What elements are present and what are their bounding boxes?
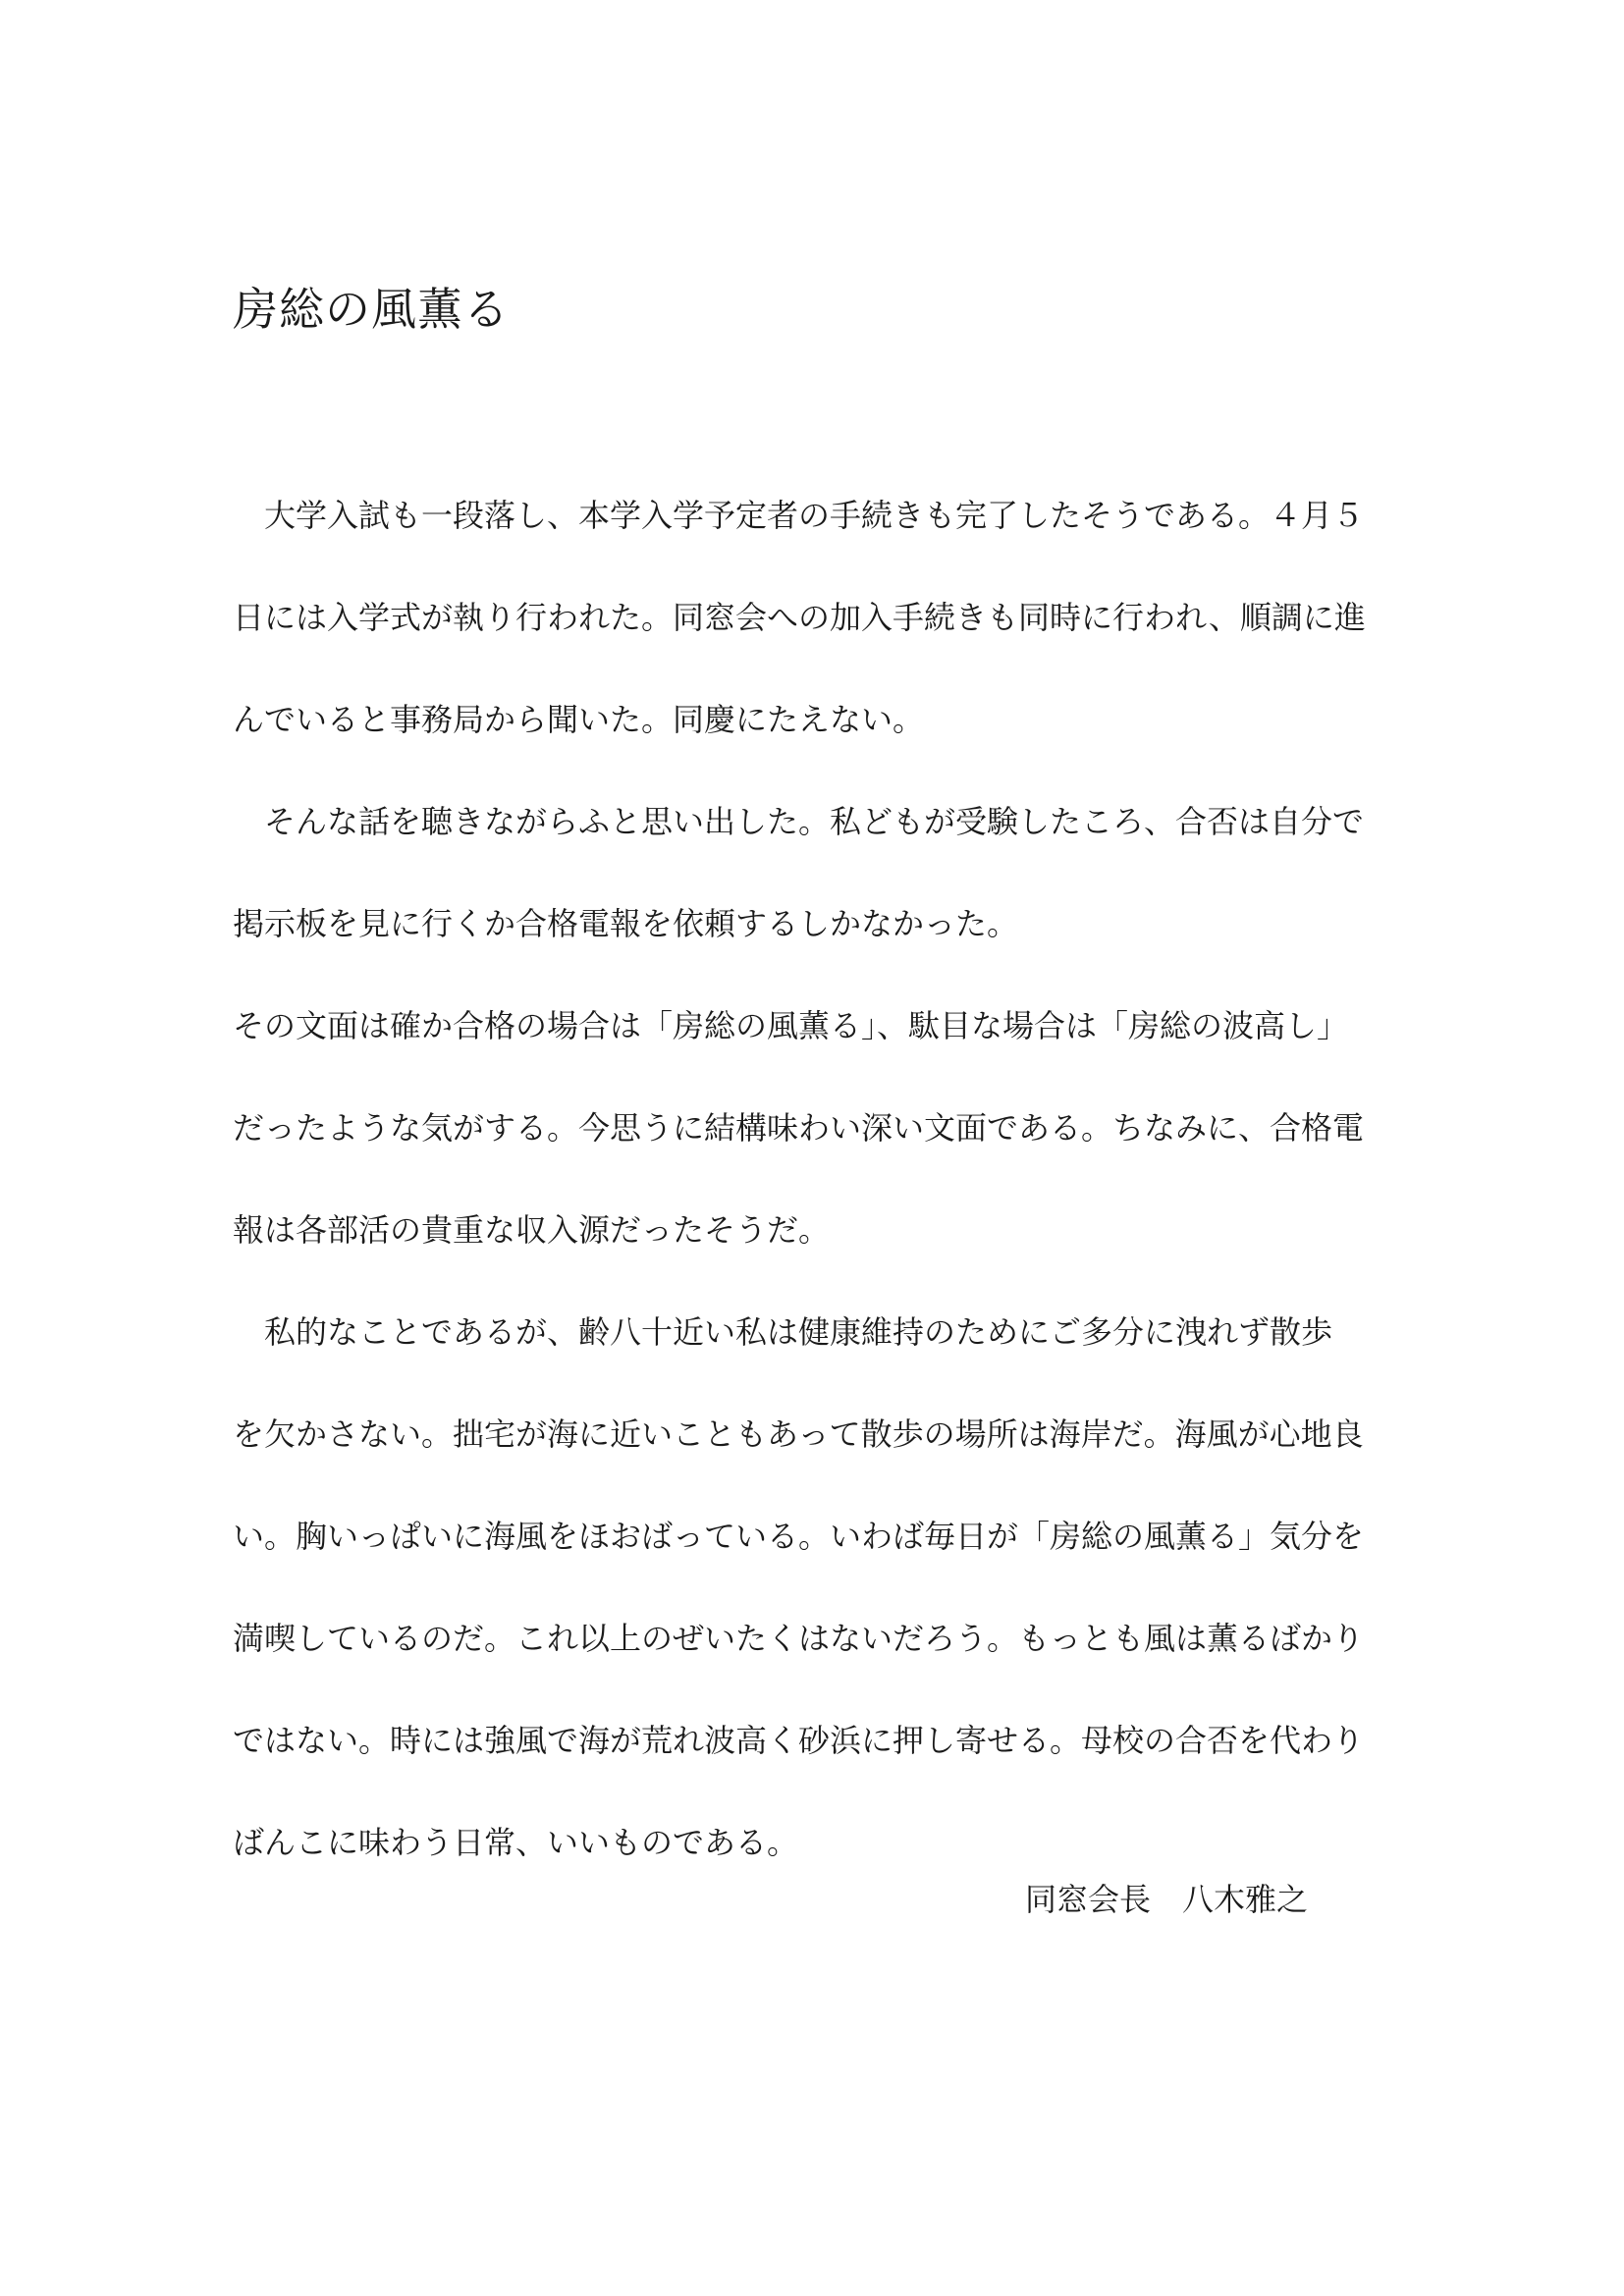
- body-line: 日には入学式が執り行われた。同窓会への加入手続きも同時に行われ、順調に進: [233, 599, 1366, 636]
- article-title: 房総の風薫る: [233, 283, 510, 336]
- body-line: 掲示板を見に行くか合格電報を依頼するしかなかった。: [233, 905, 1019, 942]
- body-line: 満喫しているのだ。これ以上のぜいたくはないだろう。もっとも風は薫るばかり: [233, 1620, 1365, 1657]
- body-line: ばんこに味わう日常、いいものである。: [233, 1824, 799, 1861]
- body-line: んでいると事務局から聞いた。同慶にたえない。: [233, 701, 925, 738]
- author-signature: 同窓会長 八木雅之: [1025, 1881, 1309, 1918]
- body-line: その文面は確か合格の場合は「房総の風薫る」、駄目な場合は「房総の波高し」: [233, 1007, 1349, 1044]
- body-line: ではない。時には強風で海が荒れ波高く砂浜に押し寄せる。母校の合否を代わり: [233, 1722, 1365, 1759]
- body-line: 大学入試も一段落し、本学入学予定者の手続きも完了したそうである。４月５: [233, 497, 1365, 534]
- body-line: 私的なことであるが、齢八十近い私は健康維持のためにご多分に洩れず散歩: [233, 1313, 1333, 1351]
- body-line: そんな話を聴きながらふと思い出した。私どもが受験したころ、合否は自分で: [233, 803, 1365, 840]
- body-line: だったような気がする。今思うに結構味わい深い文面である。ちなみに、合格電: [233, 1109, 1365, 1147]
- body-line: を欠かさない。拙宅が海に近いこともあって散歩の場所は海岸だ。海風が心地良: [233, 1415, 1364, 1453]
- body-line: い。胸いっぱいに海風をほおばっている。いわば毎日が「房総の風薫る」気分を: [233, 1518, 1365, 1555]
- body-line: 報は各部活の貴重な収入源だったそうだ。: [233, 1211, 831, 1249]
